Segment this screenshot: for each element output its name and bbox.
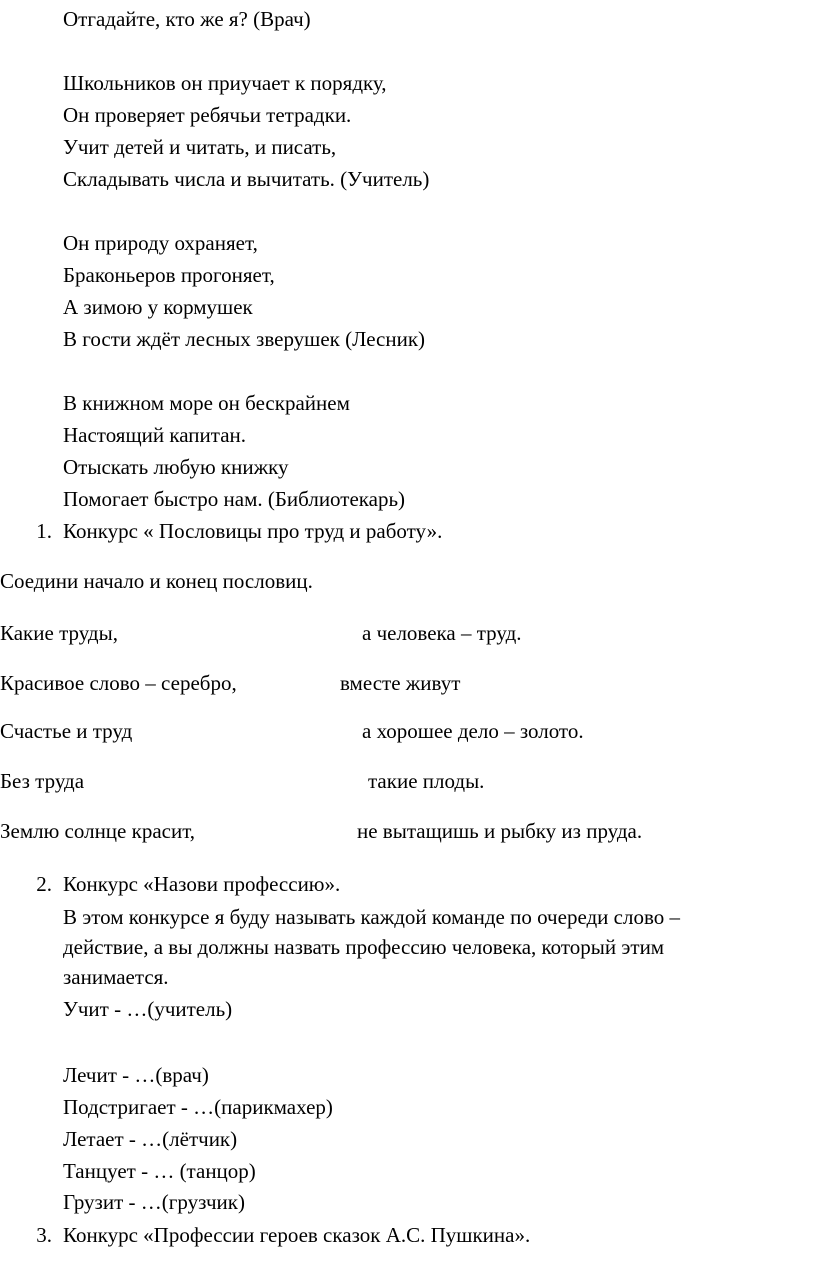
list-number: 2. [36,872,52,896]
riddle-line: Он природу охраняет, [63,231,258,255]
contest-title: Конкурс « Пословицы про труд и работу». [63,519,443,543]
riddle-line: Отыскать любую книжку [63,455,289,479]
list-number: 1. [36,519,52,543]
riddle-answer-line: Отгадайте, кто же я? (Врач) [63,7,311,31]
riddle-line: Школьников он приучает к порядку, [63,71,387,95]
contest-title: Конкурс «Профессии героев сказок А.С. Пушкина». [63,1223,531,1247]
profession-item: Летает - …(лётчик) [63,1127,238,1151]
riddle-line: Учит детей и читать, и писать, [63,135,337,159]
contest-description-line: занимается. [63,965,169,989]
profession-item: Лечит - …(врач) [63,1063,209,1087]
contest-title: Конкурс «Назови профессию». [63,872,341,896]
riddle-line: Он проверяет ребячьи тетрадки. [63,103,352,127]
contest-instruction: Соедини начало и конец пословиц. [0,569,313,593]
riddle-line: В книжном море он бескрайнем [63,391,350,415]
proverb-start: Счастье и труд [0,719,133,743]
riddle-line: Браконьеров прогоняет, [63,263,275,287]
riddle-line: Складывать числа и вычитать. (Учитель) [63,167,430,191]
proverb-end: не вытащишь и рыбку из пруда. [357,819,643,843]
riddle-line: Помогает быстро нам. (Библиотекарь) [63,487,406,511]
proverb-end: а хорошее дело – золото. [362,719,584,743]
profession-item: Танцует - … (танцор) [63,1159,256,1183]
proverb-start: Без труда [0,769,85,793]
proverb-start: Красивое слово – серебро, [0,671,237,695]
riddle-line: А зимою у кормушек [63,295,253,319]
profession-item: Грузит - …(грузчик) [63,1190,245,1214]
contest-description-line: действие, а вы должны назвать профессию человека, который этим [63,935,665,959]
riddle-line: Настоящий капитан. [63,423,247,447]
list-number: 3. [36,1223,52,1247]
profession-item: Подстригает - …(парикмахер) [63,1095,333,1119]
riddle-line: В гости ждёт лесных зверушек (Лесник) [63,327,426,351]
proverb-start: Землю солнце красит, [0,819,196,843]
proverb-end: а человека – труд. [362,621,522,645]
proverb-end: вместе живут [340,671,461,695]
proverb-start: Какие труды, [0,621,118,645]
proverb-end: такие плоды. [368,769,485,793]
profession-item: Учит - …(учитель) [63,997,233,1021]
contest-description-line: В этом конкурсе я буду называть каждой команде по очереди слово – [63,905,680,929]
